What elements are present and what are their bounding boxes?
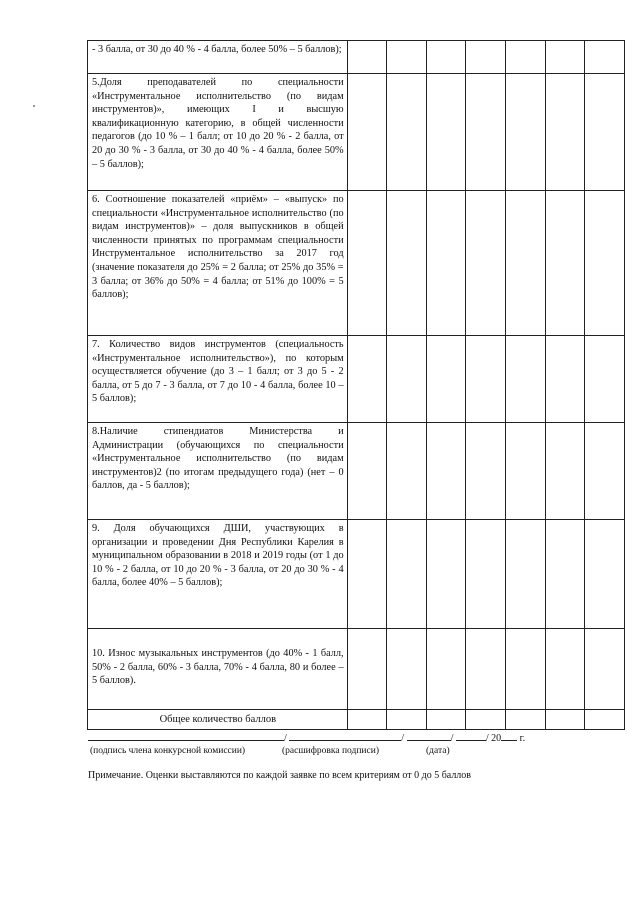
separator: / (450, 733, 454, 744)
caption-date: (дата) (426, 746, 450, 756)
total-score-cell (585, 710, 625, 730)
score-cell (545, 191, 585, 336)
score-cell (506, 423, 546, 520)
score-cell (347, 629, 387, 710)
signature-line (88, 731, 548, 744)
caption-decoding: (расшифровка подписи) (282, 746, 379, 756)
score-cell (545, 629, 585, 710)
caption-signature: (подпись члена конкурсной комиссии) (90, 746, 246, 756)
score-cell (545, 520, 585, 629)
score-cell (466, 629, 506, 710)
score-cell (585, 423, 625, 520)
score-cell (426, 74, 466, 191)
score-cell (426, 520, 466, 629)
score-cell (387, 74, 427, 191)
separator: / (401, 733, 405, 744)
score-cell (506, 41, 546, 74)
score-cell (466, 41, 506, 74)
score-cell (585, 74, 625, 191)
table-row (88, 710, 625, 730)
score-cell (387, 336, 427, 423)
score-cell (387, 629, 427, 710)
criterion-text: 9. Доля обучающихся ДШИ, участвующих в организации и проведении Дня Республики Карелия в муниципальном образовании в 2018 и 2019 годы (от 1 до 10 % - 2 балла, от 10 до 20 % - 3 балла, от 20 до 30 % - 4 балла, более 40% – 5 баллов); (88, 520, 348, 629)
score-cell (426, 629, 466, 710)
score-cell (545, 74, 585, 191)
year-prefix: / 20 (485, 733, 502, 744)
total-score-cell (466, 710, 506, 730)
score-cell (585, 520, 625, 629)
year-blank (501, 731, 517, 741)
score-cell (426, 41, 466, 74)
table-row (88, 191, 625, 336)
score-cell (466, 423, 506, 520)
score-cell (545, 336, 585, 423)
criteria-table (87, 40, 625, 730)
total-score-label: Общее количество баллов (88, 710, 348, 730)
score-cell (585, 629, 625, 710)
criterion-text: 7. Количество видов инструментов (специальность «Инструментальное исполнительство»), по которым осуществляется обучение (до 3 – 1 балл; от 3 до 5 - 2 балла, от 5 до 7 - 3 балла, от 7 до 10 - 4 балла, более 10 – 5 баллов); (88, 336, 348, 423)
score-cell (347, 423, 387, 520)
table-row (88, 423, 625, 520)
total-score-cell (387, 710, 427, 730)
total-score-cell (545, 710, 585, 730)
score-cell (585, 336, 625, 423)
score-cell (506, 336, 546, 423)
month-blank (456, 731, 486, 741)
day-blank (407, 731, 451, 741)
table-row (88, 41, 625, 74)
note-text: Примечание. Оценки выставляются по каждой заявке по всем критериям от 0 до 5 баллов (88, 770, 472, 781)
criterion-text: 8.Наличие стипендиатов Министерства и Администрации (обучающихся по специальности «Инструментальное исполнительство (по видам инструментов)2 (по итогам предыдущего года) (нет – 0 баллов, да - 5 баллов); (88, 423, 348, 520)
score-cell (347, 191, 387, 336)
separator: / (284, 733, 287, 744)
score-cell (426, 423, 466, 520)
score-cell (466, 520, 506, 629)
score-cell (466, 336, 506, 423)
score-cell (387, 191, 427, 336)
table-row (88, 520, 625, 629)
score-cell (426, 191, 466, 336)
score-cell (387, 423, 427, 520)
table-row (88, 336, 625, 423)
table-row (88, 629, 625, 710)
criterion-text: 5.Доля преподавателей по специальности «Инструментальное исполнительство (по видам инструментов)», имеющих I и высшую квалификационную категорию, в общей численности педагогов (до 10 % – 1 балл; от 10 до 20 % - 2 балла, от 20 до 30 % - 3 балла, от 30 до 40 % - 4 балла, более 50% – 5 баллов); (88, 74, 348, 191)
score-cell (466, 74, 506, 191)
score-cell (585, 191, 625, 336)
score-cell (347, 41, 387, 74)
table-row (88, 74, 625, 191)
score-cell (545, 41, 585, 74)
score-cell (387, 520, 427, 629)
score-cell (506, 629, 546, 710)
score-cell (545, 423, 585, 520)
score-cell (506, 74, 546, 191)
criterion-text: - 3 балла, от 30 до 40 % - 4 балла, более 50% – 5 баллов); (88, 41, 348, 74)
score-cell (387, 41, 427, 74)
score-cell (585, 41, 625, 74)
criterion-text: 6. Соотношение показателей «приём» – «выпуск» по специальности «Инструментальное исполнительство (по видам инструментов)» – доля выпускников в общей численности принятых по программам специальности Инструментальное исполнительство за 2017 год (значение показателя до 25% = 2 балла; от 25% до 35% = 3 балла; от 36% до 50% = 4 балла; от 51% до 100% = 5 баллов); (88, 191, 348, 336)
total-score-cell (347, 710, 387, 730)
total-score-cell (426, 710, 466, 730)
decoding-blank (289, 731, 401, 741)
score-cell (506, 191, 546, 336)
score-cell (506, 520, 546, 629)
score-cell (347, 336, 387, 423)
total-score-cell (506, 710, 546, 730)
signature-blank (88, 731, 284, 741)
criterion-text: 10. Износ музыкальных инструментов (до 40% - 1 балл, 50% - 2 балла, 60% - 3 балла, 70% - 4 балла, 80 и более – 5 баллов). (88, 629, 348, 710)
score-cell (426, 336, 466, 423)
year-suffix: г. (519, 733, 526, 744)
score-cell (347, 74, 387, 191)
score-cell (466, 191, 506, 336)
score-cell (347, 520, 387, 629)
scan-speck (33, 105, 35, 107)
